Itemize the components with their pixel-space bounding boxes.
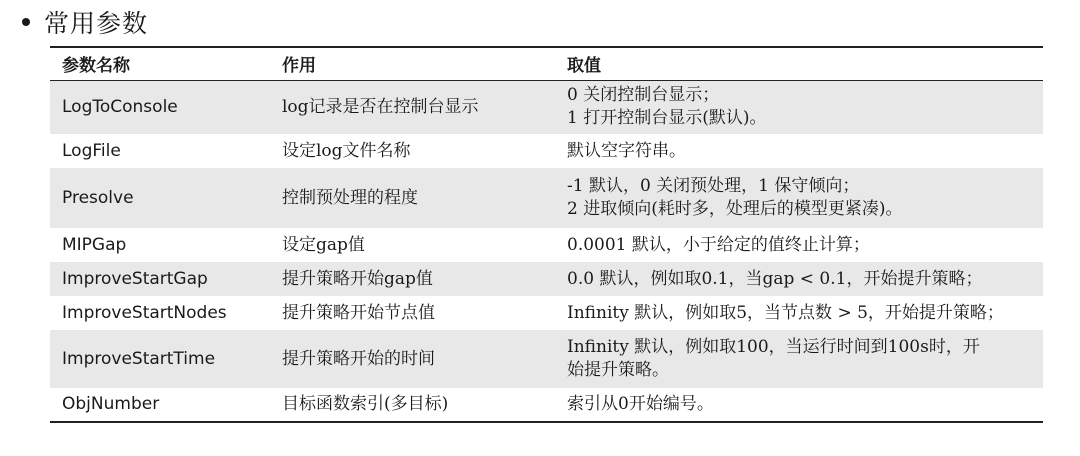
param-value bbox=[555, 262, 1043, 296]
header-effect: 作用 bbox=[270, 47, 555, 80]
value-line: 索引从0开始编号。 bbox=[567, 394, 714, 414]
table-row bbox=[50, 388, 1043, 422]
param-effect: log记录是否在控制台显示 bbox=[270, 80, 555, 134]
value-line: -1 默认，0 关闭预处理，1 保守倾向； bbox=[567, 176, 860, 196]
table-header-row bbox=[50, 47, 1043, 80]
section-heading bbox=[22, 2, 148, 42]
table-row bbox=[50, 80, 1043, 134]
section-title: 常用参数 bbox=[44, 9, 149, 38]
value-line: 始提升策略。 bbox=[567, 360, 669, 380]
param-value bbox=[555, 80, 1043, 134]
param-effect: 设定log文件名称 bbox=[282, 140, 411, 161]
value-line: Infinity 默认，例如取100，当运行时间到100s时，开 bbox=[567, 337, 980, 357]
param-value bbox=[555, 388, 1043, 422]
param-name: ObjNumber bbox=[50, 388, 270, 422]
parameter-table bbox=[50, 46, 1043, 423]
param-name: MIPGap bbox=[62, 234, 127, 255]
param-name: Presolve bbox=[50, 168, 270, 228]
param-value bbox=[555, 296, 1043, 330]
value-line: 0.0001 默认，小于给定的值终止计算； bbox=[567, 234, 870, 255]
table-row bbox=[50, 262, 1043, 296]
table-row bbox=[50, 168, 1043, 228]
table-row bbox=[50, 330, 1043, 388]
param-name: LogToConsole bbox=[50, 80, 270, 134]
value-line: 2 进取倾向(耗时多，处理后的模型更紧凑)。 bbox=[567, 199, 903, 219]
param-effect: 目标函数索引(多目标) bbox=[270, 388, 555, 422]
param-value bbox=[555, 330, 1043, 388]
param-value bbox=[555, 228, 1043, 262]
bullet-icon bbox=[22, 18, 30, 26]
param-effect: 提升策略开始gap值 bbox=[270, 262, 555, 296]
param-name: ImproveStartTime bbox=[50, 330, 270, 388]
table-row bbox=[50, 134, 1043, 168]
param-effect: 提升策略开始的时间 bbox=[270, 330, 555, 388]
table-row bbox=[50, 228, 1043, 262]
value-line: 默认空字符串。 bbox=[567, 140, 686, 161]
value-line: 0.0 默认，例如取0.1，当gap < 0.1，开始提升策略； bbox=[567, 268, 983, 289]
param-name: ImproveStartNodes bbox=[62, 302, 227, 323]
param-value bbox=[555, 168, 1043, 228]
param-effect: 提升策略开始节点值 bbox=[282, 302, 435, 323]
header-param-name: 参数名称 bbox=[50, 47, 270, 80]
param-name: LogFile bbox=[62, 140, 121, 161]
value-line: 0 关闭控制台显示； bbox=[567, 85, 720, 106]
value-line: 1 打开控制台显示(默认)。 bbox=[567, 108, 767, 129]
param-effect: 控制预处理的程度 bbox=[270, 168, 555, 228]
param-value bbox=[555, 134, 1043, 168]
table-row bbox=[50, 296, 1043, 330]
param-effect: 设定gap值 bbox=[282, 234, 365, 255]
value-line: Infinity 默认，例如取5，当节点数 > 5，开始提升策略； bbox=[567, 302, 1004, 323]
param-name: ImproveStartGap bbox=[50, 262, 270, 296]
header-value: 取值 bbox=[555, 47, 1043, 80]
